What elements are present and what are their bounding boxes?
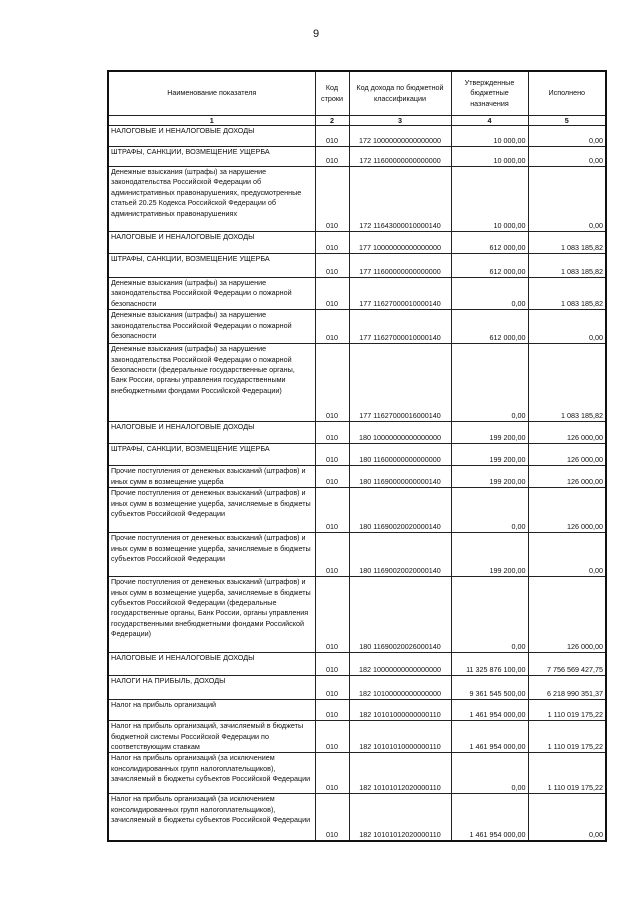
row-line-code: 010 — [315, 422, 349, 444]
row-name: Налог на прибыль организаций (за исключением консолидированных групп налогоплательщиков), зачисляемый в бюджеты субъектов Российской Федерации — [108, 753, 315, 794]
table-row — [108, 577, 606, 653]
column-number: 4 — [451, 116, 528, 126]
row-line-code: 010 — [315, 444, 349, 466]
row-kbk: 180 11690020020000140 — [349, 533, 451, 577]
revenue-table — [107, 70, 607, 842]
row-name: ШТРАФЫ, САНКЦИИ, ВОЗМЕЩЕНИЕ УЩЕРБА — [108, 254, 315, 278]
table-row — [108, 488, 606, 533]
row-name: ШТРАФЫ, САНКЦИИ, ВОЗМЕЩЕНИЕ УЩЕРБА — [108, 444, 315, 466]
row-kbk: 177 11627000010000140 — [349, 278, 451, 310]
row-approved: 11 325 876 100,00 — [451, 653, 528, 676]
row-executed: 126 000,00 — [528, 577, 606, 653]
row-approved: 1 461 954 000,00 — [451, 794, 528, 841]
row-line-code: 010 — [315, 653, 349, 676]
row-executed: 7 756 569 427,75 — [528, 653, 606, 676]
row-executed: 0,00 — [528, 167, 606, 232]
row-kbk: 177 10000000000000000 — [349, 232, 451, 254]
row-approved: 1 461 954 000,00 — [451, 700, 528, 721]
row-line-code: 010 — [315, 753, 349, 794]
row-executed: 1 083 185,82 — [528, 278, 606, 310]
table-row — [108, 344, 606, 422]
header-line-code: Код строки — [315, 71, 349, 116]
row-name: НАЛОГОВЫЕ И НЕНАЛОГОВЫЕ ДОХОДЫ — [108, 653, 315, 676]
table-row — [108, 254, 606, 278]
column-number-row — [108, 116, 606, 126]
table-row — [108, 278, 606, 310]
row-line-code: 010 — [315, 533, 349, 577]
row-executed: 1 110 019 175,22 — [528, 721, 606, 753]
row-line-code: 010 — [315, 577, 349, 653]
row-approved: 9 361 545 500,00 — [451, 676, 528, 700]
row-executed: 6 218 990 351,37 — [528, 676, 606, 700]
row-approved: 612 000,00 — [451, 310, 528, 344]
row-name: Прочие поступления от денежных взысканий (штрафов) и иных сумм в возмещение ущерба, зачисляемые в бюджеты субъектов Российской Федерации — [108, 488, 315, 533]
column-number: 2 — [315, 116, 349, 126]
row-name: Денежные взыскания (штрафы) за нарушение законодательства Российской Федерации о пожарной безопасности — [108, 278, 315, 310]
row-executed: 0,00 — [528, 147, 606, 167]
row-kbk: 180 10000000000000000 — [349, 422, 451, 444]
row-kbk: 180 11690000000000140 — [349, 466, 451, 488]
table-row — [108, 794, 606, 841]
row-kbk: 180 11690020026000140 — [349, 577, 451, 653]
row-approved: 612 000,00 — [451, 232, 528, 254]
row-approved: 0,00 — [451, 278, 528, 310]
row-approved: 199 200,00 — [451, 422, 528, 444]
row-line-code: 010 — [315, 676, 349, 700]
row-name: НАЛОГОВЫЕ И НЕНАЛОГОВЫЕ ДОХОДЫ — [108, 126, 315, 147]
row-executed: 126 000,00 — [528, 444, 606, 466]
row-kbk: 182 10101012020000110 — [349, 794, 451, 841]
row-approved: 10 000,00 — [451, 126, 528, 147]
table-row — [108, 167, 606, 232]
row-kbk: 182 10100000000000000 — [349, 676, 451, 700]
row-approved: 0,00 — [451, 577, 528, 653]
row-approved: 199 200,00 — [451, 466, 528, 488]
row-line-code: 010 — [315, 466, 349, 488]
header-executed: Исполнено — [528, 71, 606, 116]
row-executed: 126 000,00 — [528, 488, 606, 533]
row-kbk: 172 11643000010000140 — [349, 167, 451, 232]
table-row — [108, 533, 606, 577]
row-name: Денежные взыскания (штрафы) за нарушение законодательства Российской Федерации о пожарной безопасности (федеральные государственные органы, Банк России, органы управления государственными внебюджетными фондами Российской Федерации) — [108, 344, 315, 422]
row-name: Прочие поступления от денежных взысканий (штрафов) и иных сумм в возмещение ущерба, зачисляемые в бюджеты субъектов Российской Федерации — [108, 533, 315, 577]
row-executed: 126 000,00 — [528, 466, 606, 488]
row-line-code: 010 — [315, 254, 349, 278]
table-row — [108, 310, 606, 344]
page-number: 9 — [312, 28, 320, 40]
row-kbk: 180 11600000000000000 — [349, 444, 451, 466]
row-name: Прочие поступления от денежных взысканий (штрафов) и иных сумм в возмещение ущерба — [108, 466, 315, 488]
row-executed: 1 110 019 175,22 — [528, 753, 606, 794]
row-name: Прочие поступления от денежных взысканий (штрафов) и иных сумм в возмещение ущерба, зачисляемые в бюджеты субъектов Российской Федерации (федеральные государственные органы, Банк России, органы управления государственными внебюджетными фондами Российской Федерации) — [108, 577, 315, 653]
row-executed: 0,00 — [528, 310, 606, 344]
table-row — [108, 444, 606, 466]
row-name: Денежные взыскания (штрафы) за нарушение законодательства Российской Федерации о пожарной безопасности — [108, 310, 315, 344]
table-row — [108, 753, 606, 794]
row-approved: 0,00 — [451, 344, 528, 422]
row-line-code: 010 — [315, 488, 349, 533]
header-approved: Утвержденные бюджетные назначения — [451, 71, 528, 116]
header-kbk: Код дохода по бюджетной классификации — [349, 71, 451, 116]
row-approved: 10 000,00 — [451, 147, 528, 167]
row-approved: 199 200,00 — [451, 444, 528, 466]
table-row — [108, 126, 606, 147]
table-row — [108, 422, 606, 444]
row-kbk: 182 10000000000000000 — [349, 653, 451, 676]
row-line-code: 010 — [315, 278, 349, 310]
row-executed: 0,00 — [528, 533, 606, 577]
table-row — [108, 721, 606, 753]
table-row — [108, 676, 606, 700]
row-line-code: 010 — [315, 344, 349, 422]
column-number: 5 — [528, 116, 606, 126]
row-executed: 126 000,00 — [528, 422, 606, 444]
row-approved: 1 461 954 000,00 — [451, 721, 528, 753]
row-name: Налог на прибыль организаций — [108, 700, 315, 721]
table-row — [108, 466, 606, 488]
header-row — [108, 71, 606, 116]
row-line-code: 010 — [315, 147, 349, 167]
row-name: Налог на прибыль организаций (за исключением консолидированных групп налогоплательщиков), зачисляемый в бюджеты субъектов Российской Федерации — [108, 794, 315, 841]
row-kbk: 172 11600000000000000 — [349, 147, 451, 167]
row-kbk: 180 11690020020000140 — [349, 488, 451, 533]
row-executed: 1 083 185,82 — [528, 232, 606, 254]
column-number: 3 — [349, 116, 451, 126]
row-approved: 10 000,00 — [451, 167, 528, 232]
row-executed: 1 110 019 175,22 — [528, 700, 606, 721]
row-approved: 0,00 — [451, 753, 528, 794]
row-kbk: 177 11600000000000000 — [349, 254, 451, 278]
column-number: 1 — [108, 116, 315, 126]
table-row — [108, 700, 606, 721]
row-kbk: 182 10101012020000110 — [349, 753, 451, 794]
row-approved: 612 000,00 — [451, 254, 528, 278]
row-name: НАЛОГОВЫЕ И НЕНАЛОГОВЫЕ ДОХОДЫ — [108, 422, 315, 444]
table-row — [108, 232, 606, 254]
row-executed: 0,00 — [528, 794, 606, 841]
row-name: ШТРАФЫ, САНКЦИИ, ВОЗМЕЩЕНИЕ УЩЕРБА — [108, 147, 315, 167]
row-name: Денежные взыскания (штрафы) за нарушение законодательства Российской Федерации об административных правонарушениях, предусмотренные статьей 20.25 Кодекса Российской Федерации об административных правонарушениях — [108, 167, 315, 232]
row-line-code: 010 — [315, 126, 349, 147]
row-line-code: 010 — [315, 794, 349, 841]
row-executed: 0,00 — [528, 126, 606, 147]
row-line-code: 010 — [315, 721, 349, 753]
row-kbk: 182 10101000000000110 — [349, 700, 451, 721]
header-name: Наименование показателя — [108, 71, 315, 116]
table-row — [108, 147, 606, 167]
row-line-code: 010 — [315, 310, 349, 344]
row-kbk: 182 10101010000000110 — [349, 721, 451, 753]
row-approved: 0,00 — [451, 488, 528, 533]
row-line-code: 010 — [315, 167, 349, 232]
row-approved: 199 200,00 — [451, 533, 528, 577]
row-kbk: 177 11627000016000140 — [349, 344, 451, 422]
row-executed: 1 083 185,82 — [528, 344, 606, 422]
row-name: НАЛОГОВЫЕ И НЕНАЛОГОВЫЕ ДОХОДЫ — [108, 232, 315, 254]
table-row — [108, 653, 606, 676]
row-line-code: 010 — [315, 700, 349, 721]
row-name: НАЛОГИ НА ПРИБЫЛЬ, ДОХОДЫ — [108, 676, 315, 700]
row-line-code: 010 — [315, 232, 349, 254]
row-kbk: 172 10000000000000000 — [349, 126, 451, 147]
row-executed: 1 083 185,82 — [528, 254, 606, 278]
row-kbk: 177 11627000010000140 — [349, 310, 451, 344]
row-name: Налог на прибыль организаций, зачисляемый в бюджеты бюджетной системы Российской Федерации по соответствующим ставкам — [108, 721, 315, 753]
